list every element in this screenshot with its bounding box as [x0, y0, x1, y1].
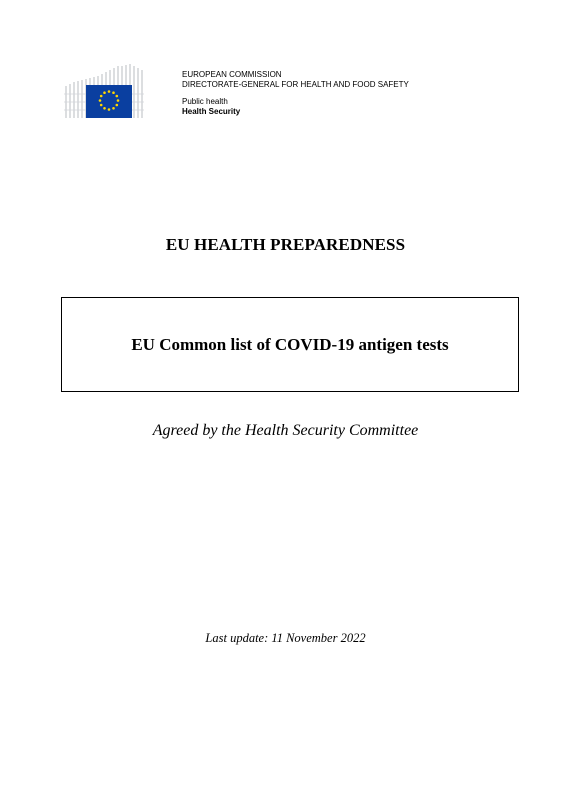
eu-flag: [86, 85, 132, 118]
org-name: EUROPEAN COMMISSION: [182, 70, 282, 79]
sub-unit-name: Health Security: [182, 107, 241, 116]
document-title-box: [61, 297, 519, 392]
building-icon: [64, 64, 146, 122]
document-title: EU Common list of COVID-19 antigen tests: [131, 334, 449, 354]
document-subtitle: Agreed by the Health Security Committee: [152, 422, 419, 439]
european-commission-logo: [64, 64, 146, 122]
section-title: EU HEALTH PREPAREDNESS: [165, 235, 406, 254]
directorate-name: DIRECTORATE-GENERAL FOR HEALTH AND FOOD SAFETY: [182, 80, 409, 89]
last-update: Last update: 11 November 2022: [205, 631, 366, 645]
unit-name: Public health: [182, 97, 228, 106]
header-organization: [182, 70, 409, 117]
